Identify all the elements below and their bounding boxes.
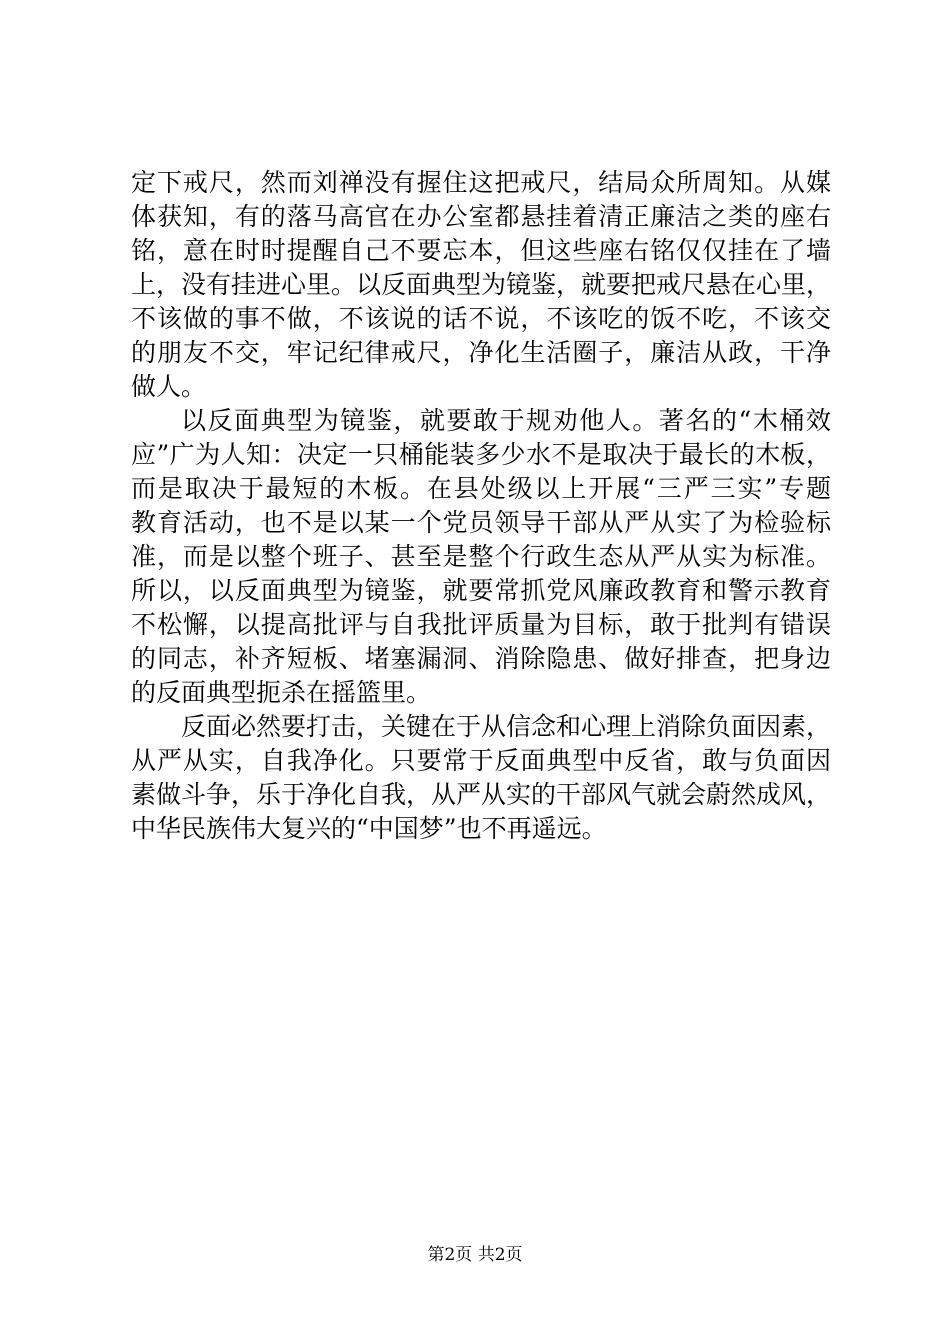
- text-line: 的反面典型扼杀在摇篮里。: [131, 678, 432, 707]
- text-line: 做人。: [131, 372, 207, 401]
- text-line: 素做斗争，乐于净化自我，从严从实的干部风气就会蔚然成风，: [131, 780, 832, 809]
- text-line: 教育活动，也不是以某一个党员领导干部从严从实了为检验标: [131, 508, 831, 537]
- page-footer: 第2页 共2页: [427, 1245, 523, 1265]
- text-line: 所以，以反面典型为镜鉴，就要常抓党风廉政教育和警示教育: [131, 576, 831, 605]
- text-line: 上，没有挂进心里。以反面典型为镜鉴，就要把戒尺悬在心里，: [131, 270, 832, 299]
- text-line: 的朋友不交，牢记纪律戒尺，净化生活圈子，廉洁从政，干净: [131, 338, 831, 367]
- text-line: 反面必然要打击，关键在于从信念和心理上消除负面因素，: [181, 712, 832, 741]
- text-line: 体获知，有的落马高官在办公室都悬挂着清正廉洁之类的座右: [131, 202, 831, 231]
- body-text: [131, 166, 831, 846]
- text-line: 准，而是以整个班子、甚至是整个行政生态从严从实为标准。: [131, 542, 831, 571]
- text-line: 从严从实，自我净化。只要常于反面典型中反省，敢与负面因: [131, 746, 831, 775]
- text-line: 不该做的事不做，不该说的话不说，不该吃的饭不吃，不该交: [131, 304, 831, 333]
- text-line: 中华民族伟大复兴的“中国梦”也不再遥远。: [131, 814, 607, 843]
- text-line: 以反面典型为镜鉴，就要敢于规劝他人。著名的“木桶效: [181, 406, 831, 435]
- text-line: 定下戒尺，然而刘禅没有握住这把戒尺，结局众所周知。从媒: [131, 168, 831, 197]
- text-line: 而是取决于最短的木板。在县处级以上开展“三严三实”专题: [131, 474, 831, 503]
- text-line: 铭，意在时时提醒自己不要忘本，但这些座右铭仅仅挂在了墙: [131, 236, 831, 265]
- text-line: 的同志，补齐短板、堵塞漏洞、消除隐患、做好排查，把身边: [131, 644, 831, 673]
- text-line: 不松懈，以提高批评与自我批评质量为目标，敢于批判有错误: [131, 610, 831, 639]
- text-line: 应”广为人知：决定一只桶能装多少水不是取决于最长的木板，: [131, 440, 831, 469]
